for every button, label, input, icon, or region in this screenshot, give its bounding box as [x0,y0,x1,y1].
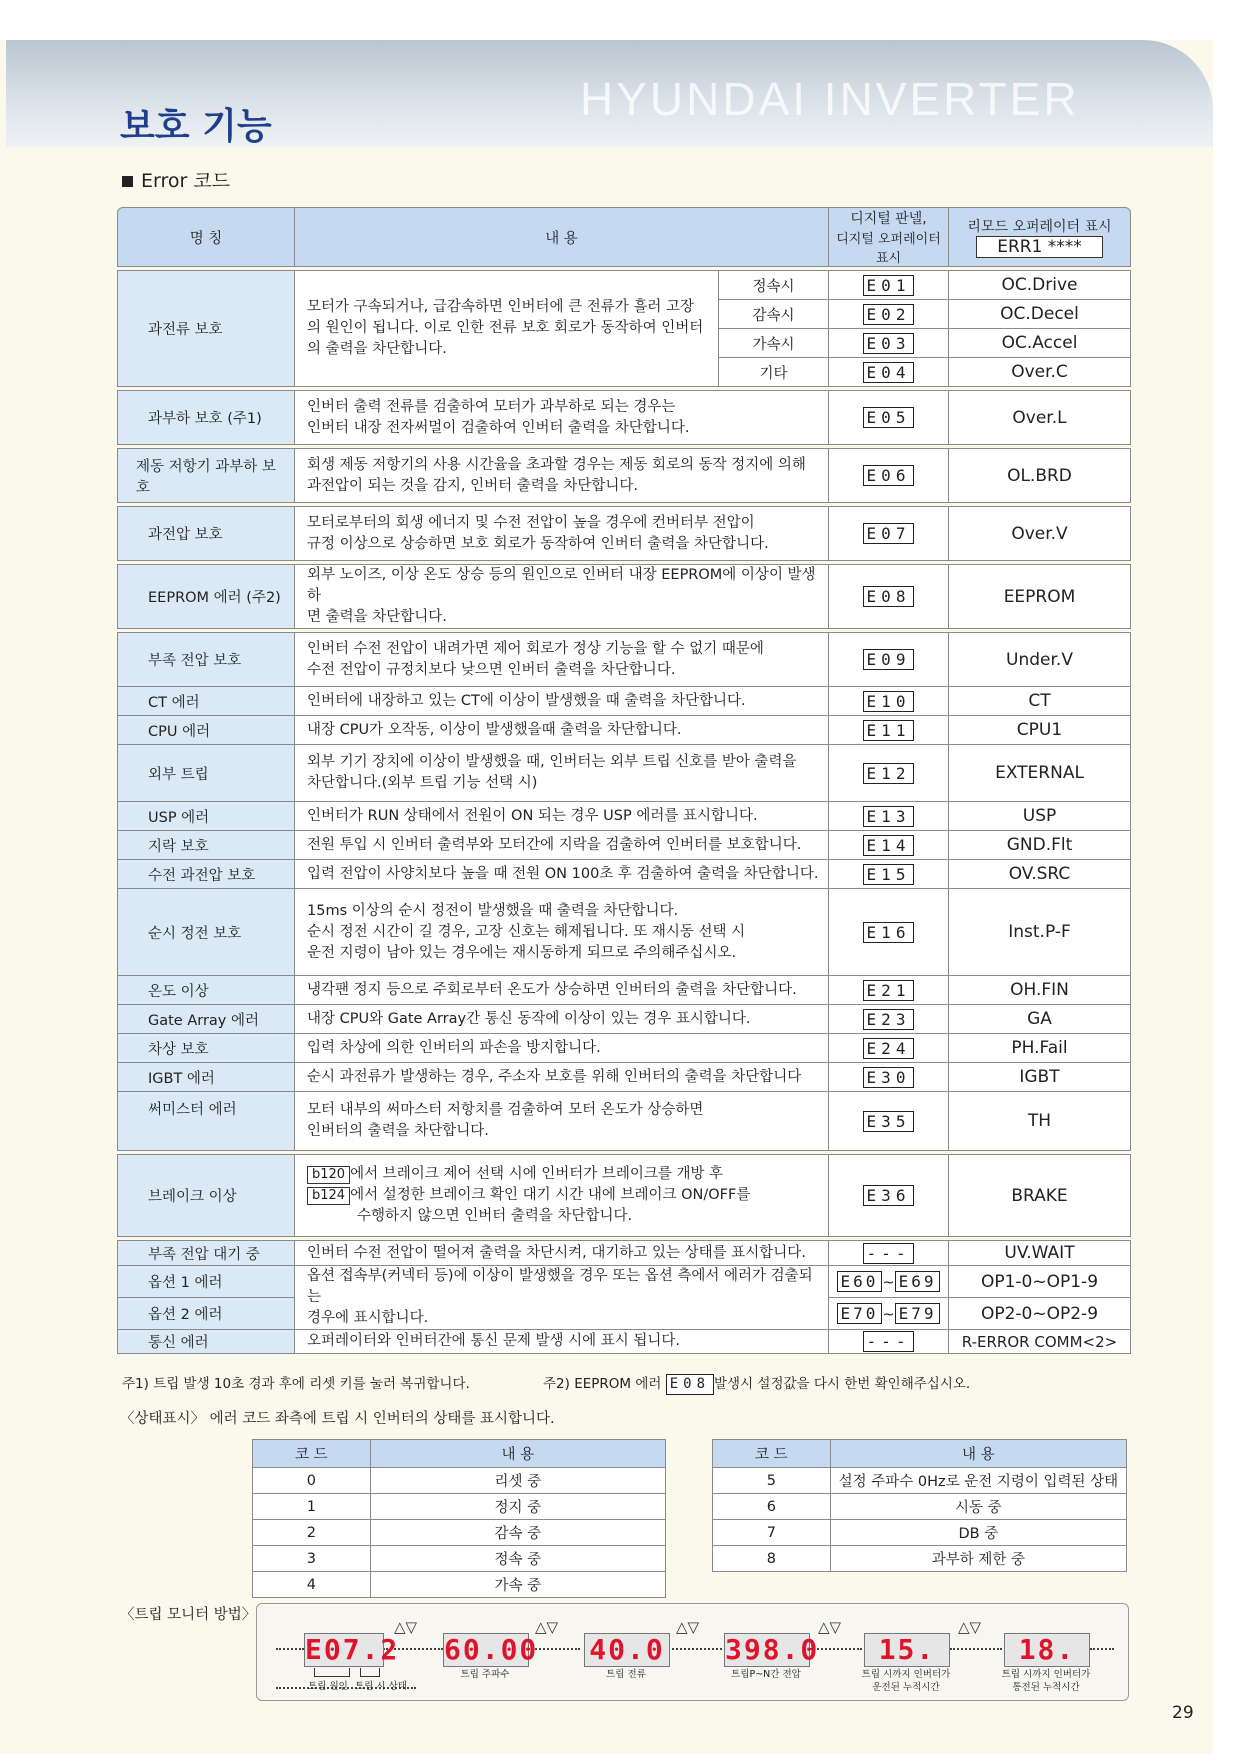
row-name: 제동 저항기 과부하 보호 [117,449,295,503]
dotted-connector [276,1648,304,1650]
row-description: 순시 과전류가 발생하는 경우, 주소자 보호를 위해 인버터의 출력을 차단합니다 [295,1063,829,1092]
seg-code: E36 [863,1185,915,1206]
table-row [117,1241,1131,1266]
col-remote-title: 리모드 오퍼레이터 표시 [967,219,1112,235]
state-code: 2 [253,1520,371,1546]
row-remote: Inst.P-F [949,889,1131,976]
row-remote: Under.V [949,633,1131,687]
row-code-cell [829,716,949,745]
row-code-cell [829,1063,949,1092]
seg-code: E23 [863,1009,915,1030]
desc-line [307,1206,822,1227]
row-code-cell [829,358,949,387]
row-code-cell [829,745,949,802]
desc-line: 운전 지령이 남아 있는 경우에는 재시동하게 되므로 주의해주십시오. [307,944,737,961]
row-code-cell [829,391,949,445]
up-down-arrows-icon: △▽ [394,1618,418,1636]
state-row [253,1546,666,1572]
row-remote: OC.Decel [949,300,1131,329]
row-remote: EEPROM [949,565,1131,629]
col-code: 코 드 [253,1440,371,1468]
row-remote: Over.L [949,391,1131,445]
row-description [295,1155,829,1237]
table-row [117,889,1131,976]
row-name: 통신 에러 [117,1330,295,1354]
row-description [295,391,829,445]
up-down-arrows-icon: △▽ [818,1618,842,1636]
row-remote: GA [949,1005,1131,1034]
seg-code: --- [863,1243,915,1264]
row-code-cell [829,1266,949,1298]
up-down-arrows-icon: △▽ [676,1618,700,1636]
row-code-cell [829,329,949,358]
desc-line: 차단합니다.(외부 트립 기능 선택 시) [307,775,538,791]
desc-line [307,1164,822,1185]
row-description: 내장 CPU가 오작동, 이상이 발생했을때 출력을 차단합니다. [295,716,829,745]
seg-code: E10 [863,691,915,712]
row-description: 모터가 구속되거나, 급감속하면 인버터에 큰 전류가 흘러 고장의 원인이 됩니다. 이로 인한 전류 보호 회로가 동작하여 인버터의 출력을 차단합니다. [295,271,719,387]
section-title [122,166,230,193]
desc-text: 에서 브레이크 제어 선택 시에 인버터가 브레이크를 개방 후 [350,1166,724,1182]
tilde: ~ [882,1275,895,1291]
row-name: 과전류 보호 [117,271,295,387]
state-code: 1 [253,1494,371,1520]
row-name: 지락 보호 [117,831,295,860]
desc-line: 인버터 수전 전압이 내려가면 제어 회로가 정상 기능을 할 수 없기 때문에 [307,640,764,657]
seg-code: E11 [863,720,915,741]
table-row [117,976,1131,1005]
row-remote: OP1-0~OP1-9 [949,1266,1131,1298]
lcd-display: 60.00 [444,1633,539,1666]
row-code-cell [829,802,949,831]
table-row [117,507,1131,561]
row-name: 브레이크 이상 [117,1155,295,1237]
row-name: 외부 트립 [117,745,295,802]
col-name: 명 칭 [117,207,295,267]
row-description: 인버터 수전 전압이 떨어져 출력을 차단시켜, 대기하고 있는 상태를 표시합니다. [295,1241,829,1266]
row-name: 옵션 1 에러 [117,1266,295,1298]
row-description: 냉각팬 정지 등으로 주회로부터 온도가 상승하면 인버터의 출력을 차단합니다. [295,976,829,1005]
row-remote: BRAKE [949,1155,1131,1237]
caption-line: 운전된 누적시간 [872,1682,940,1693]
row-remote: UV.WAIT [949,1241,1131,1266]
row-code-cell [829,1092,949,1151]
bracket-cause [314,1668,350,1677]
col-digital-line2: 디지털 오퍼레이터 표시 [836,232,941,266]
row-name: 과부하 보호 (주1) [117,391,295,445]
row-name: 옵션 2 에러 [117,1298,295,1330]
table-row [117,1266,1131,1298]
row-name: USP 에러 [117,802,295,831]
row-code-cell [829,831,949,860]
state-table-left [252,1439,666,1598]
state-content: 가속 중 [370,1572,665,1598]
desc-line: 외부 기기 장치에 이상이 발생했을 때, 인버터는 외부 트립 신호를 받아 출력을 [307,754,797,770]
row-remote: USP [949,802,1131,831]
table-header-row [117,207,1131,267]
row-description: 인버터에 내장하고 있는 CT에 이상이 발생했을 때 출력을 차단합니다. [295,687,829,716]
desc-text: 수행하지 않으면 인버터 출력을 차단합니다. [357,1208,633,1224]
state-row [253,1468,666,1494]
col-digital-line1: 디지털 판넬, [850,211,927,227]
row-name: IGBT 에러 [117,1063,295,1092]
row-remote: PH.Fail [949,1034,1131,1063]
footnote-2 [543,1372,970,1395]
state-row [253,1572,666,1598]
desc-line: 규정 이상으로 상승하면 보호 회로가 동작하여 인버터 출력을 차단합니다. [307,535,769,552]
row-name: Gate Array 에러 [117,1005,295,1034]
row-code-cell [829,1034,949,1063]
col-code: 코 드 [713,1440,831,1468]
dotted-connector [950,1648,1002,1650]
desc-line: 인버터의 출력을 차단합니다. [307,1123,489,1139]
seg-code: E24 [863,1038,915,1059]
seg-code: E70 [837,1303,883,1324]
row-code-cell [829,687,949,716]
state-content: 설정 주파수 0Hz로 운전 지령이 입력된 상태 [830,1468,1126,1494]
row-description [295,1266,829,1330]
row-code-cell [829,1241,949,1266]
row-name: 수전 과전압 보호 [117,860,295,889]
row-description [295,1092,829,1151]
footnote-2-post: 발생시 설정값을 다시 한번 확인해주십시오. [714,1376,971,1392]
row-name: 부족 전압 보호 [117,633,295,687]
seg-code: E08 [666,1374,714,1395]
up-down-arrows-icon: △▽ [535,1618,559,1636]
seg-code: E02 [863,304,915,325]
lcd-display: E07.2 [305,1633,400,1666]
seg-code: E60 [837,1271,883,1292]
bracket-state [360,1668,380,1677]
desc-line: 옵션 접속부(커넥터 등)에 이상이 발생했을 경우 또는 옵션 측에서 에러가 검출되는 [307,1268,813,1305]
footnote-1: 주1) 트립 발생 10초 경과 후에 리셋 키를 눌러 복귀합니다. [122,1376,470,1392]
caption-trip-voltage: 트립P~N간 전압 [731,1669,801,1680]
row-remote: OP2-0~OP2-9 [949,1298,1131,1330]
square-bullet-icon [122,176,133,187]
seg-code: E04 [863,362,915,383]
row-code-cell [829,1155,949,1237]
row-remote: IGBT [949,1063,1131,1092]
monitor-caption: 〈트립 모니터 방법〉 [120,1607,257,1623]
state-caption: 〈상태표시〉 에러 코드 좌측에 트립 시 인버터의 상태를 표시합니다. [120,1411,555,1427]
state-code: 8 [713,1546,831,1572]
row-description [295,889,829,976]
desc-line: 경우에 표시합니다. [307,1310,429,1326]
state-code: 6 [713,1494,831,1520]
row-name: 차상 보호 [117,1034,295,1063]
row-code-cell [829,860,949,889]
seg-code: E05 [863,407,915,428]
seg-code: E30 [863,1067,915,1088]
desc-line: 모터 내부의 써마스터 저항치를 검출하여 모터 온도가 상승하면 [307,1102,704,1118]
lcd-display: 18. [1004,1633,1090,1667]
desc-line: 회생 제동 저항기의 사용 시간율을 초과할 경우는 제동 회로의 동작 정지에 의해 [307,456,806,473]
desc-line: 과전압이 되는 것을 감지, 인버터 출력을 차단합니다. [307,477,639,494]
desc-line: 인버터 내장 전자써멀이 검출하여 인버터 출력을 차단합니다. [307,419,690,436]
row-name: EEPROM 에러 (주2) [117,565,295,629]
row-name: 써미스터 에러 [117,1092,295,1151]
row-code-cell [829,271,949,300]
state-row [713,1494,1127,1520]
row-remote: Over.C [949,358,1131,387]
caption-trip-frequency: 트립 주파수 [460,1669,510,1680]
row-code-cell [829,633,949,687]
state-row [253,1520,666,1546]
state-row [713,1468,1127,1494]
row-name: 온도 이상 [117,976,295,1005]
row-description [295,507,829,561]
table-row [117,1063,1131,1092]
state-header-row [253,1440,666,1468]
row-description: 입력 차상에 의한 인버터의 파손을 방지합니다. [295,1034,829,1063]
seg-code: E16 [863,922,915,943]
up-down-arrows-icon: △▽ [958,1618,982,1636]
table-row [117,1155,1131,1237]
table-row [117,271,1131,300]
row-remote: OH.FIN [949,976,1131,1005]
row-description [295,565,829,629]
param-tag: b120 [307,1166,350,1184]
table-row [117,1092,1131,1151]
caption-line: 트립 시까지 인버터가 [861,1669,951,1680]
row-description [295,449,829,503]
seg-code: E09 [863,649,915,670]
desc-line: 인버터 출력 전류를 검출하여 모터가 과부하로 되는 경우는 [307,398,676,415]
row-remote: CPU1 [949,716,1131,745]
row-code-cell [829,300,949,329]
seg-code: E15 [863,864,915,885]
seg-code: E69 [895,1271,941,1292]
table-row [117,716,1131,745]
row-code-cell [829,1005,949,1034]
desc-line [307,1185,822,1206]
row-sub: 기타 [719,358,829,387]
row-code-cell [829,1298,949,1330]
row-description: 오퍼레이터와 인버터간에 통신 문제 발생 시에 표시 됩니다. [295,1330,829,1354]
seg-code: E07 [863,523,915,544]
caption-power-time [992,1668,1100,1694]
caption-trip-current: 트립 전류 [606,1669,646,1680]
row-name: CT 에러 [117,687,295,716]
seg-code: E01 [863,275,915,296]
row-remote: CT [949,687,1131,716]
state-code: 3 [253,1546,371,1572]
state-code: 0 [253,1468,371,1494]
seg-code: E12 [863,763,915,784]
row-name: CPU 에러 [117,716,295,745]
row-description [295,745,829,802]
caption-run-time [852,1668,960,1694]
row-description: 전원 투입 시 인버터 출력부와 모터간에 지락을 검출하여 인버터를 보호합니다. [295,831,829,860]
row-remote: GND.Flt [949,831,1131,860]
row-description [295,633,829,687]
section-title-text: Error 코드 [141,170,231,192]
state-content: 리셋 중 [370,1468,665,1494]
seg-code: --- [863,1331,915,1352]
error-code-table [117,207,1131,1354]
err-display-box: ERR1 **** [976,236,1103,258]
caption-trip-cause: 트립 원인 [308,1681,348,1692]
desc-line: 수전 전압이 규정치보다 낮으면 인버터 출력을 차단합니다. [307,661,676,678]
brand-watermark: HYUNDAI INVERTER [580,73,1080,125]
dotted-connector [668,1648,722,1650]
state-code: 4 [253,1572,371,1598]
table-row [117,802,1131,831]
seg-code: E08 [863,586,915,607]
row-code-cell [829,889,949,976]
row-description: 내장 CPU와 Gate Array간 통신 동작에 이상이 있는 경우 표시합니다. [295,1005,829,1034]
state-content: 감속 중 [370,1520,665,1546]
dotted-connector [1090,1648,1114,1650]
state-code: 7 [713,1520,831,1546]
desc-text: 에서 설정한 브레이크 확인 대기 시간 내에 브레이크 ON/OFF를 [350,1187,751,1203]
state-row [253,1494,666,1520]
row-remote: OL.BRD [949,449,1131,503]
desc-line: 외부 노이즈, 이상 온도 상승 등의 원인으로 인버터 내장 EEPROM에 이상이 발생하 [307,567,816,604]
state-content: 시동 중 [830,1494,1126,1520]
caption-trip-state: 트립 시 상태 [355,1681,407,1692]
state-content: DB 중 [830,1520,1126,1546]
row-remote: Over.V [949,507,1131,561]
table-row [117,633,1131,687]
state-content: 정속 중 [370,1546,665,1572]
desc-line: 15ms 이상의 순시 정전이 발생했을 때 출력을 차단합니다. [307,902,679,919]
seg-code: E21 [863,980,915,1001]
table-row [117,745,1131,802]
seg-code: E13 [863,806,915,827]
seg-code: E35 [863,1111,915,1132]
table-row [117,1005,1131,1034]
table-row [117,687,1131,716]
seg-code: E14 [863,835,915,856]
page-number: 29 [1172,1703,1194,1723]
row-code-cell [829,1330,949,1354]
page-title: 보호 기능 [120,106,272,147]
state-code: 5 [713,1468,831,1494]
row-code-cell [829,976,949,1005]
col-content: 내 용 [370,1440,665,1468]
state-row [713,1546,1127,1572]
row-code-cell [829,507,949,561]
caption-line: 통전된 누적시간 [1012,1682,1080,1693]
row-remote: EXTERNAL [949,745,1131,802]
row-remote: R-ERROR COMM<2> [949,1330,1131,1354]
state-row [713,1520,1127,1546]
table-row [117,831,1131,860]
caption-line: 트립 시까지 인버터가 [1001,1669,1091,1680]
row-remote: OC.Accel [949,329,1131,358]
row-remote: TH [949,1092,1131,1151]
desc-line: 면 출력을 차단합니다. [307,609,447,625]
row-name: 부족 전압 대기 중 [117,1241,295,1266]
tilde: ~ [882,1307,895,1323]
row-remote: OC.Drive [949,271,1131,300]
param-tag: b124 [307,1187,350,1205]
row-description: 입력 전압이 사양치보다 높을 때 전원 ON 100초 후 검출하여 출력을 차단합니다. [295,860,829,889]
desc-line: 순시 정전 시간이 길 경우, 고장 신호는 해제됩니다. 또 재시동 선택 시 [307,923,746,940]
col-digital [829,207,949,267]
state-header-row [713,1440,1127,1468]
desc-line: 모터로부터의 회생 에너지 및 수전 전압이 높을 경우에 컨버터부 전압이 [307,514,755,531]
row-code-cell [829,449,949,503]
table-row [117,391,1131,445]
table-row [117,565,1131,629]
seg-code: E06 [863,465,915,486]
row-sub: 가속시 [719,329,829,358]
seg-code: E79 [895,1303,941,1324]
table-row [117,1034,1131,1063]
state-content: 정지 중 [370,1494,665,1520]
lcd-display: 15. [864,1633,950,1667]
col-content: 내 용 [295,207,829,267]
table-row [117,1330,1131,1354]
row-sub: 감속시 [719,300,829,329]
state-content: 과부하 제한 중 [830,1546,1126,1572]
row-remote: OV.SRC [949,860,1131,889]
row-name: 과전압 보호 [117,507,295,561]
row-code-cell [829,565,949,629]
table-row [117,860,1131,889]
row-sub: 정속시 [719,271,829,300]
table-row [117,449,1131,503]
footnote-2-pre: 주2) EEPROM 에러 [543,1376,662,1392]
row-name: 순시 정전 보호 [117,889,295,976]
lcd-display: 398.0 [725,1633,820,1666]
lcd-display: 40.0 [584,1633,670,1667]
row-description: 인버터가 RUN 상태에서 전원이 ON 되는 경우 USP 에러를 표시합니다. [295,802,829,831]
state-table-right [712,1439,1127,1572]
seg-code: E03 [863,333,915,354]
col-remote [949,207,1131,267]
col-content: 내 용 [830,1440,1126,1468]
